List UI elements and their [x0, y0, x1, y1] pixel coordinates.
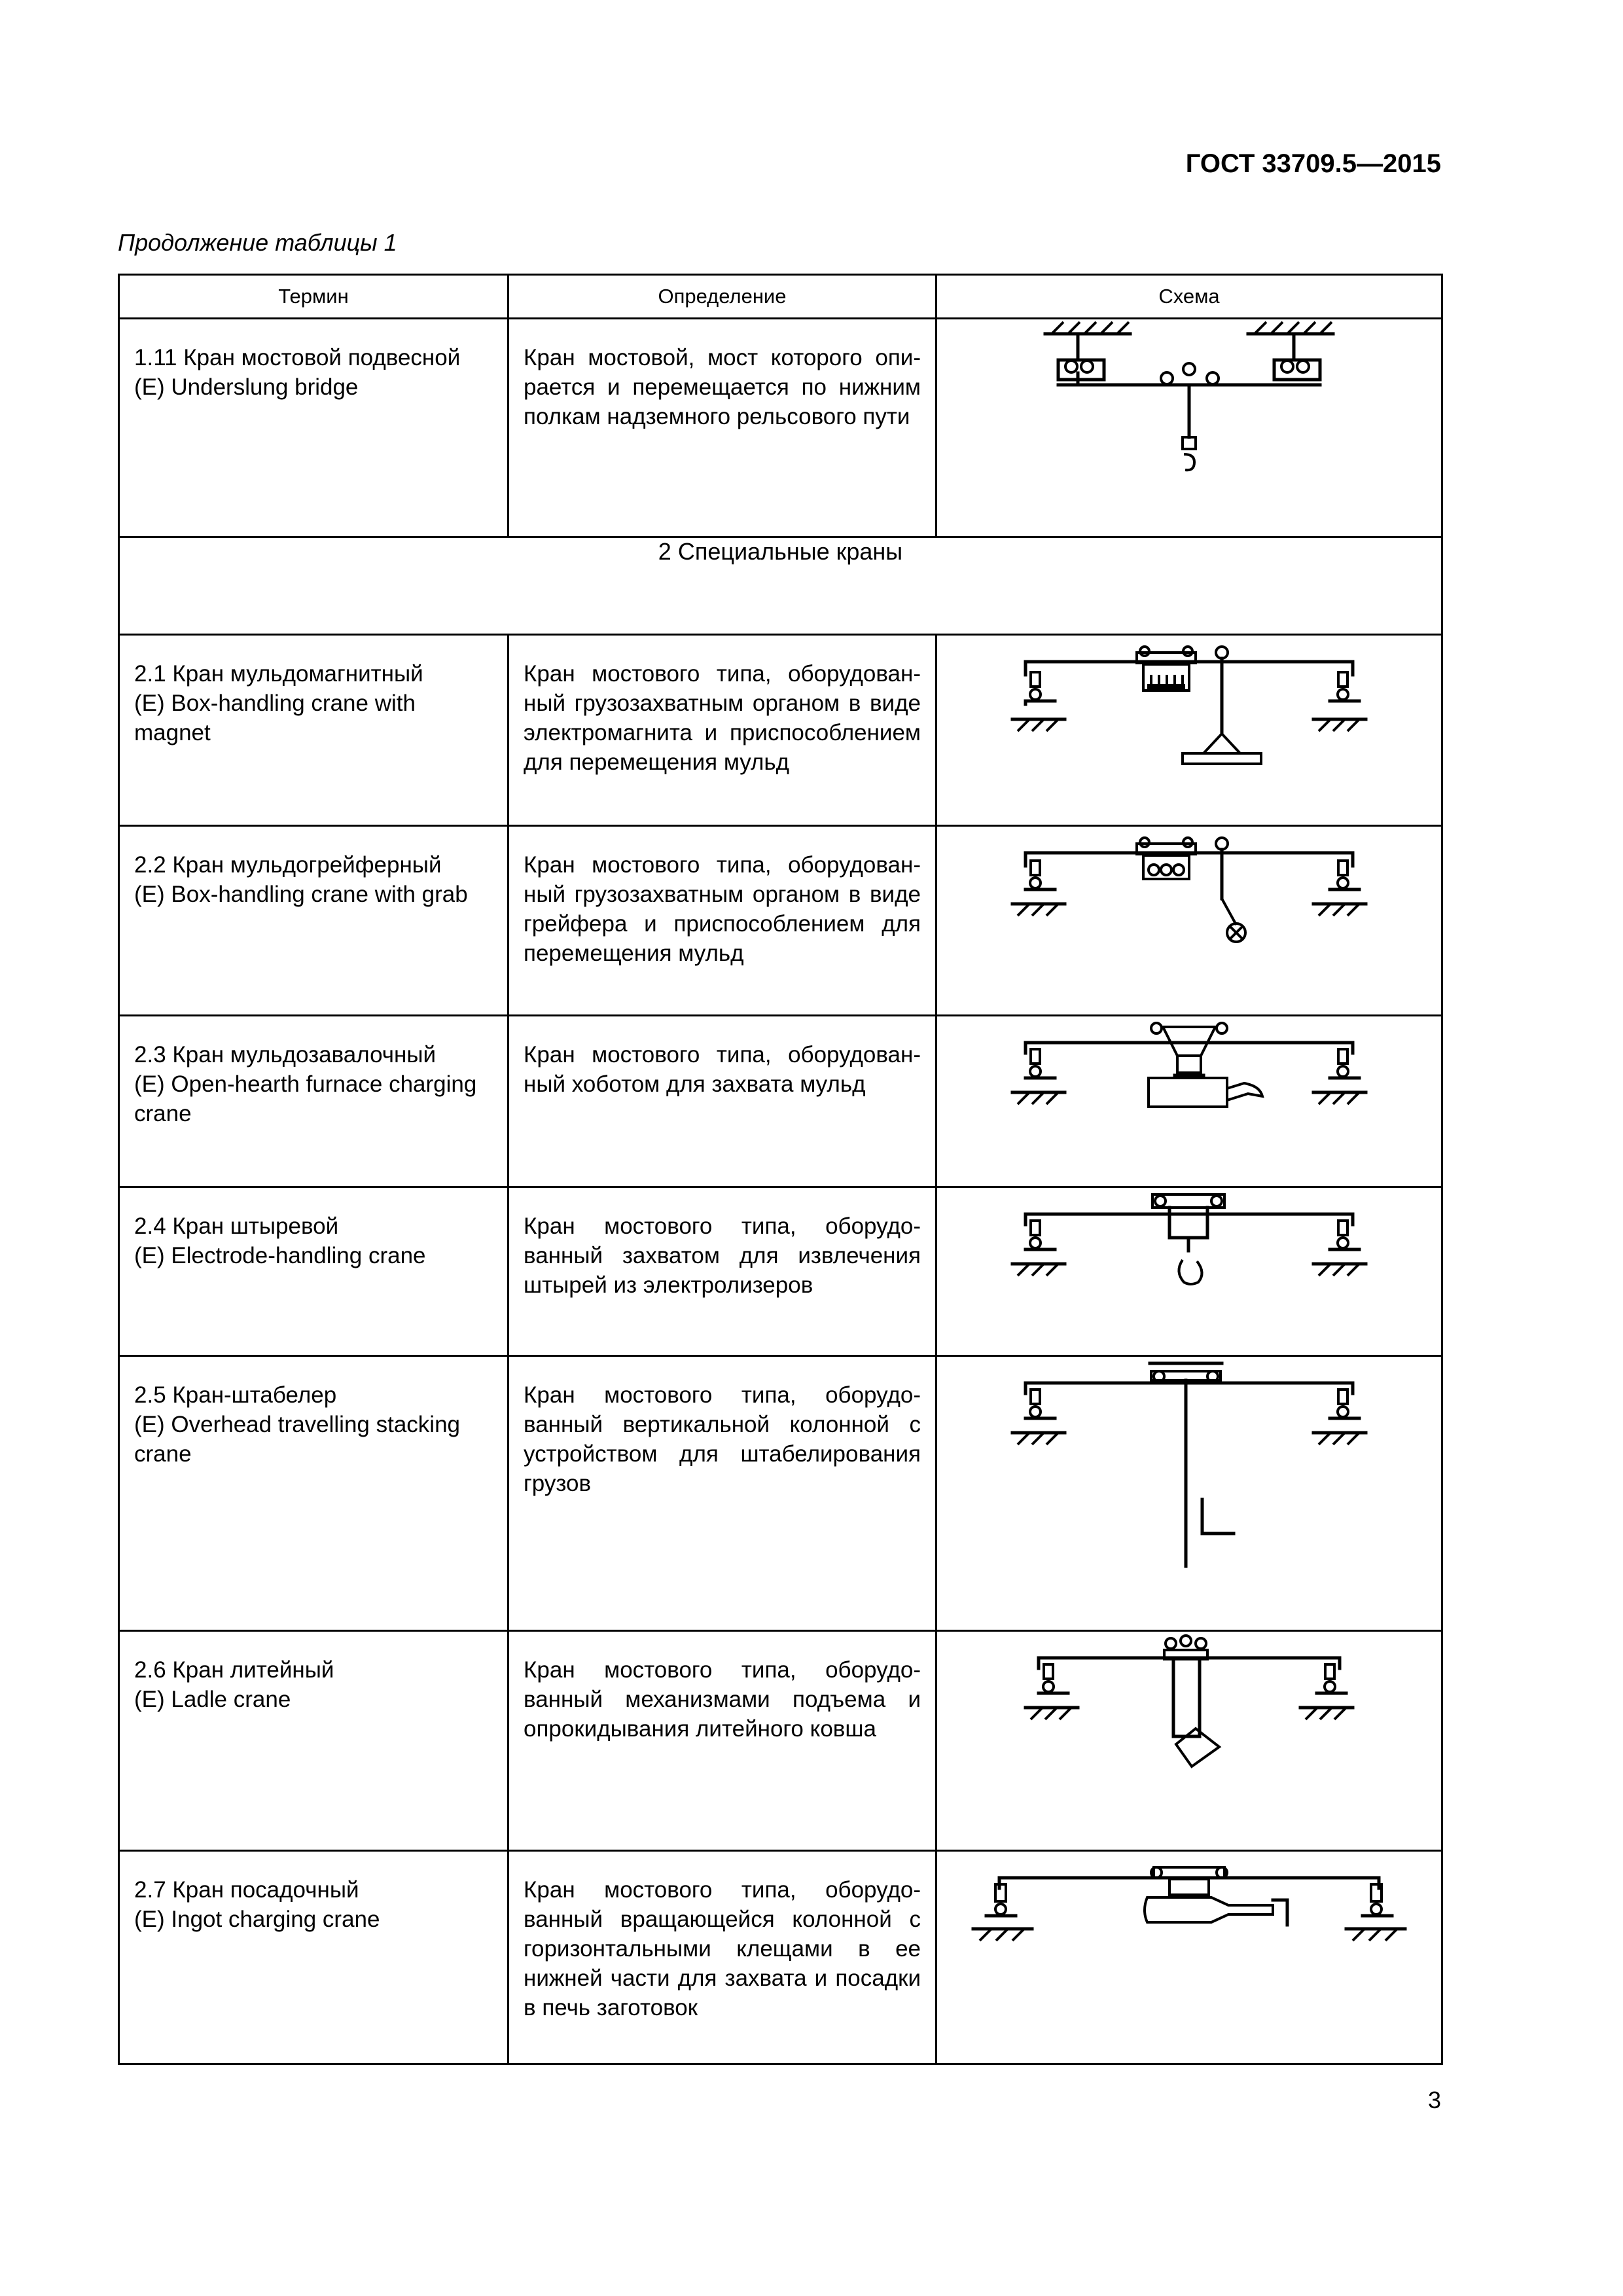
term-ru: 2.5 Кран-штабелер [134, 1382, 337, 1408]
table-row [119, 635, 1442, 826]
column-header-definition: Определение [508, 275, 936, 319]
definition-text: Кран мостового типа, оборудованный захватом для извлечения штырей из электролизеров [524, 1213, 921, 1298]
charging-crane-scheme-icon [1006, 1016, 1372, 1147]
definition-cell [508, 1851, 936, 2064]
definition-text: Кран мостовой, мост которого опирается и перемещается по нижним полкам надземного рельсового пути [524, 345, 921, 429]
scheme-cell [936, 826, 1442, 1016]
definition-text: Кран мостового типа, оборудованный вертикальной колонной с устройством для штабелирования грузов [524, 1382, 921, 1496]
scheme-cell [936, 1851, 1442, 2064]
ingot-charging-crane-scheme-icon [960, 1852, 1418, 1982]
definition-cell [508, 1016, 936, 1187]
standard-designation: ГОСТ 33709.5—2015 [1185, 149, 1441, 178]
term-en: (E) Open-hearth furnace charging crane [134, 1071, 477, 1126]
electrode-handling-crane-scheme-icon [1006, 1188, 1372, 1319]
scheme-cell [936, 1016, 1442, 1187]
term-en: (E) Box-handling crane with grab [134, 882, 468, 907]
table-row [119, 1631, 1442, 1851]
term-ru: 2.7 Кран посадочный [134, 1877, 359, 1903]
term-cell [119, 1851, 508, 2064]
definition-text: Кран мостового типа, оборудованный грузозахватным органом в виде электромагнита и приспособлением для перемещения мульд [524, 661, 921, 775]
page-number: 3 [1427, 2087, 1441, 2113]
table-row [119, 826, 1442, 1016]
stacking-crane-scheme-icon [1006, 1357, 1372, 1579]
definition-cell [508, 826, 936, 1016]
table-row [119, 1187, 1442, 1356]
term-cell [119, 635, 508, 826]
scheme-cell [936, 1356, 1442, 1631]
table-header-row [119, 275, 1442, 319]
section-title: 2 Специальные краны [119, 537, 1442, 635]
table-caption: Продолжение таблицы 1 [118, 229, 397, 256]
term-cell [119, 1016, 508, 1187]
term-en: (E) Box-handling crane with magnet [134, 691, 416, 745]
term-en: (E) Ingot charging crane [134, 1907, 380, 1932]
term-ru: 2.2 Кран мульдогрейферный [134, 852, 442, 878]
table-row [119, 1016, 1442, 1187]
term-cell [119, 1356, 508, 1631]
section-row [119, 537, 1442, 635]
definition-text: Кран мостового типа, оборудованный механизмами подъема и опрокидывания литейного ковша [524, 1657, 921, 1742]
term-ru: 2.1 Кран мульдомагнитный [134, 661, 423, 687]
box-handling-grab-crane-scheme-icon [1006, 827, 1372, 964]
term-en: (E) Underslung bridge [134, 374, 359, 400]
definition-text: Кран мостового типа, оборудованный хоботом для захвата мульд [524, 1042, 921, 1097]
column-header-scheme: Схема [936, 275, 1442, 319]
scheme-cell [936, 1631, 1442, 1851]
term-cell [119, 1187, 508, 1356]
terms-table [118, 274, 1443, 2065]
definition-cell [508, 635, 936, 826]
term-ru: 2.4 Кран штыревой [134, 1213, 339, 1239]
table-row [119, 1356, 1442, 1631]
table-row [119, 319, 1442, 537]
term-ru: 2.6 Кран литейный [134, 1657, 334, 1683]
term-en: (E) Overhead travelling stacking crane [134, 1412, 460, 1467]
column-header-term: Термин [119, 275, 508, 319]
box-handling-magnet-crane-scheme-icon [1006, 636, 1372, 780]
definition-cell [508, 1356, 936, 1631]
definition-cell [508, 319, 936, 537]
table-row [119, 1851, 1442, 2064]
term-en: (E) Ladle crane [134, 1687, 291, 1712]
term-cell [119, 1631, 508, 1851]
underslung-bridge-crane-scheme-icon [1039, 319, 1340, 490]
definition-cell [508, 1187, 936, 1356]
scheme-cell [936, 635, 1442, 826]
term-en: (E) Electrode-handling crane [134, 1243, 426, 1268]
ladle-crane-scheme-icon [1019, 1632, 1359, 1795]
term-cell [119, 319, 508, 537]
scheme-cell [936, 319, 1442, 537]
scheme-cell [936, 1187, 1442, 1356]
definition-text: Кран мостового типа, оборудованный грузозахватным органом в виде грейфера и приспособлением для перемещения мульд [524, 852, 921, 966]
definition-text: Кран мостового типа, оборудованный вращающейся колонной с горизонтальными клещами в ее нижней части для захвата и посадки в печь заготовок [524, 1877, 921, 2020]
definition-cell [508, 1631, 936, 1851]
term-ru: 1.11 Кран мостовой подвесной [134, 345, 461, 370]
term-ru: 2.3 Кран мульдозавалочный [134, 1042, 437, 1067]
term-cell [119, 826, 508, 1016]
